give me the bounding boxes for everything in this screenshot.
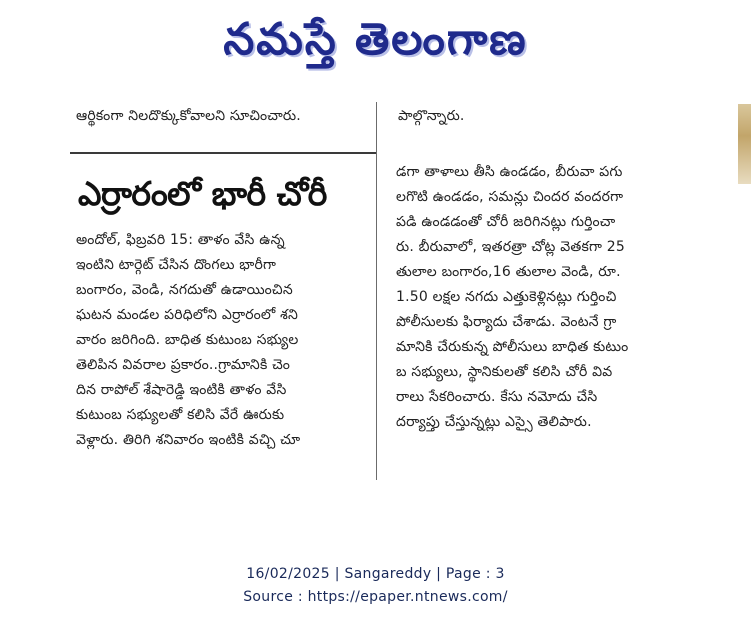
article-line: లగొటి ఉండడం, సమన్లు చిందర వందరగా bbox=[396, 189, 624, 205]
footer-source: Source : https://epaper.ntnews.com/ bbox=[243, 589, 508, 605]
footer-date-edition: 16/02/2025 | Sangareddy | Page : 3 bbox=[246, 566, 505, 582]
article-line: దిన రాపోల్ శేషారెడ్డి ఇంటికి తాళం వేసి bbox=[76, 382, 287, 398]
article-line: ఇంటిని టార్గెట్ చేసిన దొంగలు భారీగా bbox=[76, 257, 277, 273]
article-line: పడి ఉండడంతో చోరీ జరిగినట్లు గుర్తించా bbox=[396, 214, 616, 230]
article-line: ఘటన మండల పరిధిలోని ఎర్రారంలో శని bbox=[76, 307, 299, 323]
article-line: వారం జరిగింది. బాధిత కుటుంబ సభ్యుల bbox=[76, 332, 299, 348]
article-line: రాలు సేకరించారు. కేసు నమోదు చేసి bbox=[396, 389, 598, 405]
article-line: దర్యాప్తు చేస్తున్నట్లు ఎస్సై తెలిపారు. bbox=[396, 414, 592, 430]
article-line: డగా తాళాలు తీసి ఉండడం, బీరువా పగు bbox=[396, 164, 623, 180]
column-divider bbox=[376, 102, 377, 480]
article-line: బంగారం, వెండి, నగదుతో ఉడాయించిన bbox=[76, 282, 293, 298]
article-line: కుటుంబ సభ్యులతో కలిసి వేరే ఊరుకు bbox=[76, 407, 285, 423]
article-line: పోలీసులకు ఫిర్యాదు చేశాడు. వెంటనే గ్రా bbox=[396, 314, 617, 330]
article-line: వెళ్లారు. తిరిగి శనివారం ఇంటికి వచ్చి చూ bbox=[76, 432, 301, 448]
article-right-column bbox=[396, 160, 712, 435]
article-line: తులాల బంగారం,16 తులాల వెండి, రూ. bbox=[396, 264, 621, 280]
newspaper-masthead: నమస్తే తెలంగాణ bbox=[223, 14, 528, 65]
article-headline: ఎర్రారంలో భారీ చోరీ bbox=[78, 174, 327, 213]
article-line: రు. బీరువాలో, ఇతరత్రా చోట్ల వెతకగా 25 bbox=[396, 239, 625, 255]
previous-article-tail-left: ఆర్థికంగా నిలదొక్కుకోవాలని సూచించారు. bbox=[76, 108, 301, 124]
headline-rule bbox=[70, 152, 376, 154]
article-line: బ సభ్యులు, స్థానికులతో కలిసి చోరీ వివ bbox=[396, 364, 613, 380]
adjacent-photo-edge bbox=[738, 104, 751, 184]
article-line: 1.50 లక్షల నగదు ఎత్తుకెళ్లినట్లు గుర్తించి bbox=[396, 289, 617, 305]
previous-article-tail-right: పాల్గొన్నారు. bbox=[398, 108, 465, 124]
article-line: తెలిపిన వివరాల ప్రకారం..గ్రామానికి చెం bbox=[76, 357, 291, 373]
article-line: మానికి చేరుకున్న పోలీసులు బాధిత కుటుం bbox=[396, 339, 629, 355]
article-left-column bbox=[76, 228, 370, 453]
article-line: అందోల్, ఫిబ్రవరి 15: తాళం వేసి ఉన్న bbox=[76, 232, 285, 248]
